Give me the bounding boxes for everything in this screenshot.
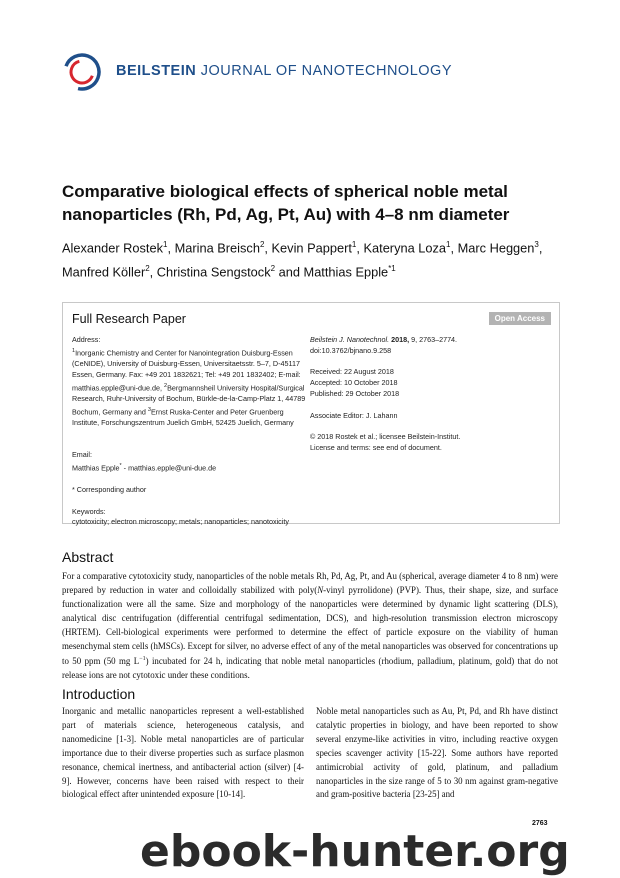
email-label: Email: [72, 450, 92, 460]
abstract-heading: Abstract [62, 549, 114, 565]
citation: Beilstein J. Nanotechnol. 2018, 9, 2763–2774. [310, 335, 458, 344]
introduction-right-column: Noble metal nanoparticles such as Au, Pt, Pd, and Rh have distinct catalytic properties in biology, and have been reported to show several enzyme-like activities in vitro, including reactive oxygen species scavenger activity [15-22]. Some authors have reported antimicrobial activity of gold, platinum, and palladium nanoparticles in the size range of 5 to 30 nm against gram-negative and gram-positive bacteria [23-25] and [316, 706, 558, 800]
corresponding-note: * Corresponding author [72, 484, 147, 494]
address-label: Address: [72, 335, 101, 344]
info-right-column [310, 335, 550, 454]
author-name: Alexander Rostek [62, 240, 164, 256]
journal-logo-icon [62, 52, 102, 92]
info-left-column [72, 335, 307, 528]
author-affiliation-mark: 1 [446, 240, 451, 249]
author-name: Marina Breisch [174, 240, 260, 256]
keywords: cytotoxicity; electron microscopy; metals; nanoparticles; nanotoxicity [72, 517, 289, 527]
corresponding-email[interactable]: Matthias Epple* - matthias.epple@uni-due.de [72, 462, 217, 473]
author-affiliation-mark: 3 [534, 240, 539, 249]
watermark [140, 818, 620, 878]
author-affiliation-mark: 2 [145, 264, 150, 274]
accepted-date: Accepted: 10 October 2018 [310, 378, 398, 388]
article-info-box [62, 302, 560, 527]
author-affiliation-mark: 2 [270, 264, 276, 274]
author-name: Matthias Epple [303, 264, 389, 280]
author-list: Alexander Rostek$^1$, Marina Breisch$^2$, Kevin Pappert$^1$, Kateryna Loza$^1$, Marc Heggen$^3$, Manfred Köller$^2$, Christina Sengstock$^2$ and Matthias Epple$^{*1}$ [62, 240, 543, 280]
published-date: Published: 29 October 2018 [310, 388, 400, 398]
introduction-left-column: Inorganic and metallic nanoparticles represent a well-established part of materials science, heterogeneous catalysis, and nanomedicine [1-3]. Noble metal nanoparticles are of particular importance due to their diverse properties such as surface plasmon resonance, chemical inertness, and antibacterial action (silver) [4-9]. However, concerns have been raised with respect to their biological effect after unintended exposure [10-14]. [62, 706, 304, 800]
associate-editor: Associate Editor: J. Lahann [310, 410, 398, 420]
author-affiliation-mark: 1 [163, 240, 168, 249]
author-affiliation-mark: *1 [388, 264, 396, 274]
introduction-heading: Introduction [62, 686, 136, 702]
watermark-text: ebook-hunter.org [140, 826, 570, 877]
author-name: Marc Heggen [457, 240, 535, 256]
abstract-text: For a comparative cytotoxicity study, nanoparticles of the noble metals Rh, Pd, Ag, Pt, and Au (spherical, average diameter 4 to 8 nm) were prepared by reduction in water and colloidally stabilized with poly(N-vinyl pyrrolidone) (PVP). Thus, their shape, size, and surface functionalization were all the same. Size and morphology of the nanoparticles were determined by dynamic light scattering (DLS), analytical disc centrifugation (differential centrifugal sedimentation, DCS), and high-resolution transmission electron microscopy (HRTEM). Cell-biological experiments were performed to determine the effect of particle exposure on the viability of human mesenchymal stem cells (hMSCs). Except for silver, no adverse effect of any of the metal nanoparticles was observed for concentrations up to 50 ppm (50 mg $L^{-1}$) incubated for 24 h, indicating that noble metal nanoparticles (rhodium, palladium, platinum, gold) that do not release ions are not cytotoxic under these conditions. [62, 571, 559, 681]
open-access-badge: Open Access [489, 312, 551, 325]
page-number: 2763 [532, 820, 548, 827]
author-affiliation-mark: 2 [259, 240, 265, 249]
author-name: Manfred Köller [62, 264, 146, 280]
article-title: Comparative biological effects of spherical noble metal nanoparticles (Rh, Pd, Ag, Pt, Au) with 4–8 nm diameter [62, 182, 510, 224]
keywords-label: Keywords: [72, 506, 106, 516]
doi-link[interactable]: doi:10.3762/bjnano.9.258 [310, 345, 392, 355]
affiliations: $^1$Inorganic Chemistry and Center for Nanointegration Duisburg-Essen (CeNIDE), University of Duisburg-Essen, Universitaetsstr. 5–7, D-45117 Essen, Germany. Fax: +49 201 1832621; Tel: +49 201 1832402; E-mail: matthias.epple@uni-due.de, $^2$Bergmannsheil University Hospital/Surgical Research, Ruhr-University of Bochum, Bürkle-de-la-Camp-Platz 1, 44789 Bochum, Germany and $^3$Ernst Ruska-Center and Peter Gruenberg Institute, Forschungszentrum Juelich GmbH, 52425 Juelich, Germany [72, 347, 306, 427]
article-type: Full Research Paper [72, 312, 186, 326]
license-link[interactable]: License and terms: see end of document. [310, 442, 442, 452]
author-affiliation-mark: 1 [351, 240, 357, 249]
journal-name: BEILSTEIN JOURNAL OF NANOTECHNOLOGY [116, 63, 453, 79]
author-name: Kevin Pappert [271, 240, 352, 256]
copyright: © 2018 Rostek et al.; licensee Beilstein-Institut. [310, 432, 461, 442]
received-date: Received: 22 August 2018 [310, 367, 394, 377]
author-name: Kateryna Loza [363, 240, 447, 256]
author-name: Christina Sengstock [156, 264, 271, 280]
